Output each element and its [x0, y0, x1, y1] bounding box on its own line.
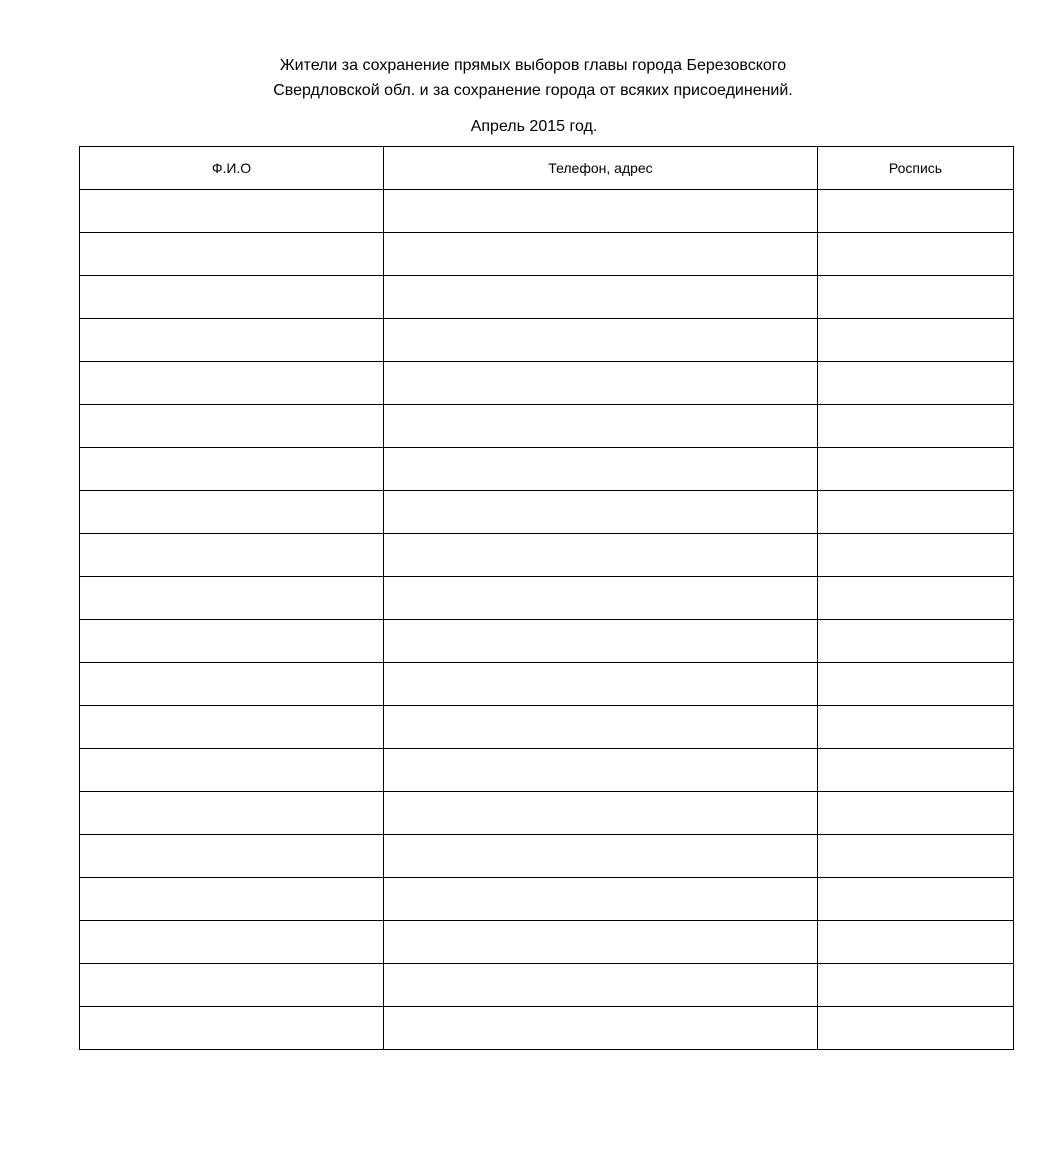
- table-row: [80, 276, 1014, 319]
- signature-cell: [818, 362, 1014, 405]
- signature-cell: [818, 663, 1014, 706]
- table-row: [80, 1007, 1014, 1050]
- name-cell: [80, 405, 384, 448]
- signature-cell: [818, 1007, 1014, 1050]
- signature-cell: [818, 706, 1014, 749]
- name-cell: [80, 706, 384, 749]
- table-row: [80, 878, 1014, 921]
- phone-address-cell: [384, 405, 818, 448]
- table-row: [80, 792, 1014, 835]
- signature-cell: [818, 921, 1014, 964]
- column-header-name: Ф.И.О: [80, 147, 384, 190]
- name-cell: [80, 190, 384, 233]
- name-cell: [80, 1007, 384, 1050]
- phone-address-cell: [384, 362, 818, 405]
- table-row: [80, 405, 1014, 448]
- name-cell: [80, 276, 384, 319]
- name-cell: [80, 663, 384, 706]
- name-cell: [80, 921, 384, 964]
- table-row: [80, 362, 1014, 405]
- name-cell: [80, 362, 384, 405]
- signature-cell: [818, 620, 1014, 663]
- signature-cell: [818, 190, 1014, 233]
- table-row: [80, 663, 1014, 706]
- name-cell: [80, 792, 384, 835]
- table-row: [80, 190, 1014, 233]
- phone-address-cell: [384, 663, 818, 706]
- table-row: [80, 534, 1014, 577]
- signature-cell: [818, 491, 1014, 534]
- table-row: [80, 233, 1014, 276]
- phone-address-cell: [384, 577, 818, 620]
- table-row: [80, 749, 1014, 792]
- name-cell: [80, 749, 384, 792]
- table-row: [80, 620, 1014, 663]
- phone-address-cell: [384, 792, 818, 835]
- table-row: [80, 448, 1014, 491]
- phone-address-cell: [384, 878, 818, 921]
- signature-cell: [818, 835, 1014, 878]
- phone-address-cell: [384, 835, 818, 878]
- signature-cell: [818, 964, 1014, 1007]
- document-heading: [0, 53, 1056, 103]
- phone-address-cell: [384, 921, 818, 964]
- name-cell: [80, 233, 384, 276]
- phone-address-cell: [384, 534, 818, 577]
- name-cell: [80, 448, 384, 491]
- signature-cell: [818, 534, 1014, 577]
- table-row: [80, 319, 1014, 362]
- phone-address-cell: [384, 1007, 818, 1050]
- heading-line-2: Свердловской обл. и за сохранение города от всяких присоединений.: [273, 82, 793, 99]
- name-cell: [80, 534, 384, 577]
- phone-address-cell: [384, 964, 818, 1007]
- phone-address-cell: [384, 448, 818, 491]
- signature-cell: [818, 276, 1014, 319]
- name-cell: [80, 964, 384, 1007]
- name-cell: [80, 620, 384, 663]
- signature-cell: [818, 319, 1014, 362]
- table-row: [80, 921, 1014, 964]
- table-body: [80, 190, 1014, 1050]
- phone-address-cell: [384, 233, 818, 276]
- phone-address-cell: [384, 190, 818, 233]
- table-row: [80, 964, 1014, 1007]
- heading-line-1: Жители за сохранение прямых выборов главы города Березовского: [279, 57, 787, 74]
- phone-address-cell: [384, 491, 818, 534]
- signature-cell: [818, 749, 1014, 792]
- signature-cell: [818, 577, 1014, 620]
- column-header-signature: Роспись: [818, 147, 1014, 190]
- signature-table: [79, 146, 1014, 1050]
- table-row: [80, 835, 1014, 878]
- name-cell: [80, 835, 384, 878]
- column-header-phone-address: Телефон, адрес: [384, 147, 818, 190]
- document-date: Апрель 2015 год.: [470, 118, 598, 135]
- signature-cell: [818, 233, 1014, 276]
- signature-cell: [818, 448, 1014, 491]
- phone-address-cell: [384, 749, 818, 792]
- signature-cell: [818, 878, 1014, 921]
- phone-address-cell: [384, 706, 818, 749]
- signature-cell: [818, 405, 1014, 448]
- table-row: [80, 706, 1014, 749]
- table-row: [80, 491, 1014, 534]
- phone-address-cell: [384, 620, 818, 663]
- name-cell: [80, 319, 384, 362]
- name-cell: [80, 878, 384, 921]
- phone-address-cell: [384, 276, 818, 319]
- signature-cell: [818, 792, 1014, 835]
- name-cell: [80, 491, 384, 534]
- table-header-row: [80, 147, 1014, 190]
- name-cell: [80, 577, 384, 620]
- phone-address-cell: [384, 319, 818, 362]
- table-row: [80, 577, 1014, 620]
